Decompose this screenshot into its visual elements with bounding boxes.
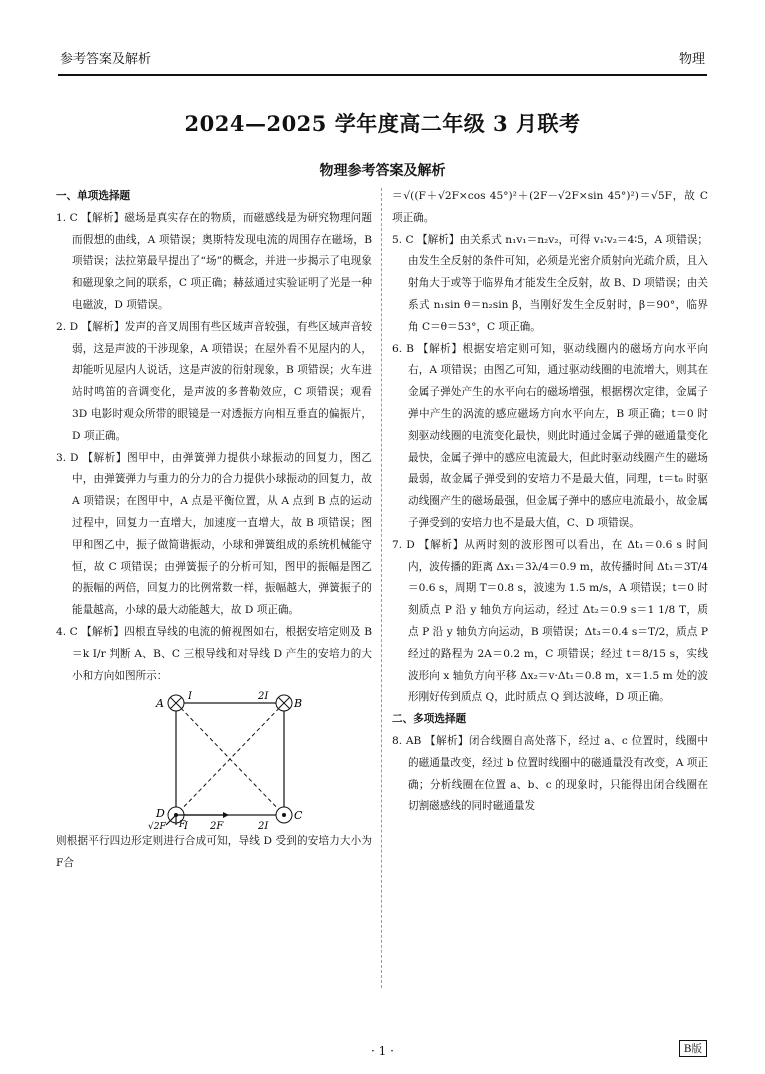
answer-q1: 1. C 【解析】磁场是真实存在的物质，而磁感线是为研究物理问题而假想的曲线，A 项错误；奥斯特发现电流的周围存在磁场，B 项错误；法拉第最早提出了“场”的概念，并进一步揭示了电现象和磁现象之间的联系，C 项正确；赫兹通过实验证明了光是一种电磁波，D 项错误。	[56, 211, 372, 311]
wire-a-icon	[168, 695, 184, 711]
column-divider	[381, 188, 382, 988]
page-number: · 1 ·	[371, 1044, 394, 1058]
label-a: A	[156, 697, 164, 711]
answer-q3: 3. D 【解析】图甲中，由弹簧弹力提供小球振动的回复力，图乙中，由弹簧弹力与重力的分力的合力提供小球振动的回复力，故 A 项错误；在图甲中，A 点是平衡位置，从 A 点到 B 点的运动过程中，回复力一直增大，加速度一直增大，故 B 项错误；图甲和图乙中，振子做简谐振动，小球和弹簧组成的系统机械能守恒，故 C 项错误；由弹簧振子的分析可知，图甲的振幅是图乙的振幅的两倍，回复力的比例常数一样，振幅越大，弹簧振子的能量越高，小球的最大动能越大，故 D 项正确。	[56, 451, 372, 617]
label-current-b: 2I	[258, 691, 269, 703]
label-d: D	[156, 807, 165, 821]
section-heading-multiple-choice: 二、多项选择题	[392, 713, 467, 726]
wire-force-diagram	[148, 689, 303, 833]
right-column	[392, 186, 708, 818]
left-column	[56, 186, 372, 875]
section-heading-single-choice: 一、单项选择题	[56, 190, 131, 202]
version-badge: B版	[679, 1040, 707, 1057]
answer-q4-part3: ＝√((F＋√2F×cos 45°)²＋(2F－√2F×sin 45°)²)＝√5F，故 C 项正确。	[392, 190, 708, 224]
header-left-label: 参考答案及解析	[60, 52, 152, 67]
wire-b-icon	[276, 695, 292, 711]
label-current-a: I	[188, 691, 192, 703]
page-subtitle: 物理参考答案及解析	[319, 163, 446, 179]
label-force-root2f: √2F	[148, 822, 166, 833]
answer-q7: 7. D 【解析】从两时刻的波形图可以看出，在 Δt₁＝0.6 s 时间内，波传播的距离 Δx₁＝3λ/4＝0.9 m，故传播时间 Δt₁＝3T/4＝0.6 s，周期 T＝0.8 s，波速为 1.5 m/s，A 项错误；t＝0 时刻质点 P 沿 y 轴负方向运动，经过 Δt₂＝0.9 s＝1 1/8 T，质点 P 沿 y 轴负方向运动，B 项错误；Δt₃＝0.4 s＝T/2，质点 P 经过的路程为 2A＝0.2 m，C 项错误；经过 t＝8/15 s，实线波形向 x 轴负方向平移 Δx₂＝v·Δt₁＝0.8 m，x＝1.5 m 处的波形刚好传到质点 Q，此时质点 Q 到达波峰，D 项正确。	[392, 538, 708, 704]
page-title: 2024—2025 学年度高二年级 3 月联考	[184, 111, 581, 136]
answer-q5: 5. C 【解析】由关系式 n₁v₁＝n₂v₂，可得 v₁∶v₂＝4∶5，A 项错误；由发生全反射的条件可知，必须是光密介质射向光疏介质，且入射角大于或等于临界角才能发生全反射，故 B、D 项错误；由关系式 n₁sin θ＝n₂sin β，当刚好发生全反射时，β＝90°，临界角 C＝θ＝53°，C 项正确。	[392, 233, 708, 333]
header-subject: 物理	[678, 52, 705, 67]
label-current-c: 2I	[258, 821, 269, 833]
label-force-2f: 2F	[210, 821, 224, 833]
label-current-d: I	[184, 821, 188, 833]
answer-q2: 2. D 【解析】发声的音叉周围有些区域声音较强，有些区域声音较弱，这是声波的干涉现象，A 项错误；在屋外看不见屋内的人，却能听见屋内人说话，这是声波的衍射现象，B 项错误；火车进站时鸣笛的音调变化，是声波的多普勒效应，C 项错误；观看 3D 电影时观众所带的眼镜是一对透振方向相互垂直的偏振片，D 项正确。	[56, 320, 372, 442]
answer-q8: 8. AB 【解析】闭合线圈自高处落下，经过 a、c 位置时，线圈中的磁通量改变，经过 b 位置时线圈中的磁通量没有改变，A 项正确；分析线圈在位置 a、b、c 的现象时，只能得出闭合线圈在切割磁感线的同时磁通量发	[392, 734, 708, 813]
answer-q6: 6. B 【解析】根据安培定则可知，驱动线圈内的磁场方向水平向右，A 项错误；由图乙可知，通过驱动线圈的电流增大，则其在金属子弹处产生的水平向右的磁场增强，根据楞次定律，金属子弹中产生的涡流的感应磁场方向水平向左，B 项正确；t＝0 时刻驱动线圈的电流变化最快，则此时通过金属子弹的磁通量变化最快，金属子弹中的感应电流最大，但此时驱动线圈产生的磁场最弱，故金属子弹受到的安培力不是最大值，同理，t＝t₀ 时驱动线圈产生的磁场最强，但金属子弹中的感应电流最小，故金属子弹受到的安培力也不是最大值，C、D 项错误。	[392, 342, 708, 529]
label-c: C	[294, 809, 303, 823]
answer-q4-part2: 则根据平行四边形定则进行合成可知，导线 D 受到的安培力大小为 F合	[56, 835, 372, 870]
label-force-f: F	[179, 820, 186, 831]
page-header	[58, 38, 707, 76]
answer-q4-part1: 4. C 【解析】四根直导线的电流的俯视图如右，根据安培定则及 B＝k I/r 判断 A、B、C 三根导线和对导线 D 产生的安培力的大小和方向如图所示：	[56, 625, 372, 682]
label-b: B	[294, 697, 303, 711]
wire-c-icon	[276, 807, 292, 823]
